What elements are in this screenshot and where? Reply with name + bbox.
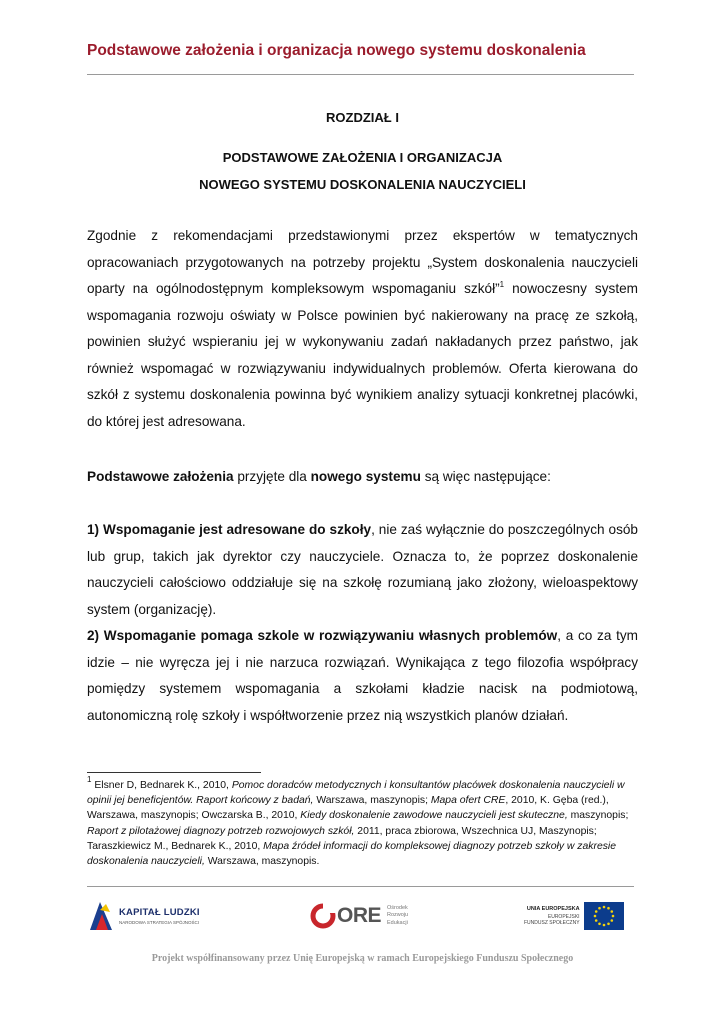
eu-subtitle-2: FUNDUSZ SPOŁECZNY (524, 920, 580, 926)
kapital-ludzki-emblem-icon (88, 900, 114, 932)
intro-paragraph: Zgodnie z rekomendacjami przedstawionymi przez ekspertów w tematycznych opracowaniach przygotowanych na potrzeby projektu „System doskonalenia nauczycieli oparty na ogólnodostępnym kompleksowym wspomaganiu szkół”$^1$ nowoczesny system wspomagania rozwoju oświaty w Polsce powinien być nakierowany na pracę ze szkołą, powinien służyć wspieraniu jej w wykonywaniu zadań nakładanych przez państwo, jak również wspomagać w rozwiązywaniu indywidualnych problemów. Oferta kierowana do szkół z systemu doskonalenia powinna być wynikiem analizy sytuacji konkretnej placówki, do której jest adresowana. (87, 228, 638, 429)
kapital-ludzki-title: KAPITAŁ LUDZKI (119, 907, 200, 918)
header-divider (87, 74, 634, 75)
footer-divider (87, 886, 634, 887)
eu-subtitle-1: EUROPEJSKI (547, 914, 580, 920)
kapital-ludzki-logo (88, 897, 200, 935)
running-header: Podstawowe założenia i organizacja nowego systemu doskonalenia (87, 42, 586, 59)
cofinancing-note: Projekt współfinansowany przez Unię Europejską w ramach Europejskiego Funduszu Społecznego (151, 953, 574, 964)
chapter-label: ROZDZIAŁ I (326, 110, 399, 125)
point-2-paragraph: 2) Wspomaganie pomaga szkole w rozwiązywaniu własnych problemów, a co za tym idzie – nie wyręcza jej i nie narzuca rozwiązań. Wynikająca z tego filozofia współpracy pomiędzy systemem wspomagania a szkołami kładzie nacisk na podmiotową, autonomiczną rolę szkoły i współtworzenie przez nią wszystkich planów działań. (87, 628, 638, 723)
point-2-heading: 2) Wspomaganie pomaga szkole w rozwiązywaniu własnych problemów (87, 628, 558, 643)
ore-ring-icon (310, 903, 336, 929)
assumptions-sentence: Podstawowe założenia przyjęte dla nowego systemu są więc następujące: (87, 469, 551, 484)
footnote: $^1$ Elsner D, Bednarek K., 2010, Pomoc doradców metodycznych i konsultantów placówek doskonalenia nauczycieli w opinii jej beneficjentów. Raport końcowy z badań, Warszawa, maszynopis; Mapa ofert CRE, 2010, K. Gęba (red.), Warszawa, maszynopis; Owczarska B., 2010, Kiedy doskonalenie zawodowe nauczycieli jest skuteczne, maszynopis; Raport z pilotażowej diagnozy potrzeb rozwojowych szkół, 2011, praca zbiorowa, Wszechnica UJ, Maszynopis; Taraszkiewicz M., Bednarek K., 2010, Mapa źródeł informacji do kompleksowej diagnozy potrzeb szkoły w zakresie doskonalenia nauczycieli, Warszawa, maszynopis. (87, 775, 629, 868)
ore-line-1: Ośrodek (387, 904, 408, 911)
ore-line-2: Rozwoju (387, 912, 409, 919)
eu-flag-icon (584, 902, 624, 930)
eu-logo (524, 897, 624, 935)
footnote-number: 1 (87, 775, 92, 784)
eu-title: UNIA EUROPEJSKA (526, 906, 580, 912)
ore-logo (310, 897, 408, 935)
chapter-title-line-1: PODSTAWOWE ZAŁOŻENIA I ORGANIZACJA (222, 150, 503, 165)
footnote-divider (87, 772, 261, 773)
point-1-heading: 1) Wspomaganie jest adresowane do szkoły (87, 522, 372, 537)
kapital-ludzki-subtitle: NARODOWA STRATEGIA SPÓJNOŚCI (119, 920, 200, 925)
footnote-reference[interactable]: 1 (499, 280, 505, 289)
ore-line-3: Edukacji (387, 919, 408, 926)
chapter-title-line-2: NOWEGO SYSTEMU DOSKONALENIA NAUCZYCIELI (199, 177, 526, 192)
ore-wordmark: ORE (337, 904, 382, 927)
point-1-paragraph: 1) Wspomaganie jest adresowane do szkoły, nie zaś wyłącznie do poszczególnych osób lub grup, takich jak dyrektor czy nauczyciele. Oznacza to, że poprzez doskonalenie nauczycieli całościowo oddziałuje się na szkołę rozumianą jako złożony, wieloaspektowy system (organizację). (87, 522, 638, 617)
